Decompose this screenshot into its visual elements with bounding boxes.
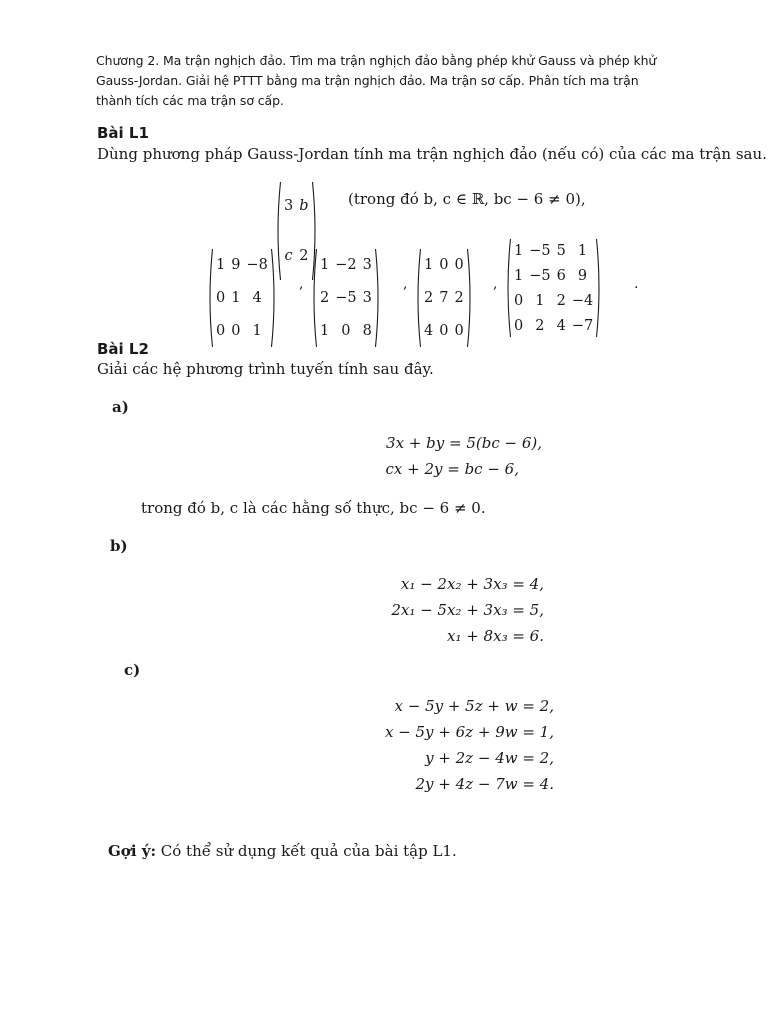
- matrix-row: [281, 181, 312, 231]
- matrix-cell: 0: [439, 323, 449, 340]
- matrix-cell: 5: [556, 242, 566, 259]
- right-paren: [596, 238, 602, 338]
- matrix-cell: −5: [529, 267, 551, 284]
- matrix-entries: [511, 238, 596, 338]
- part-b-label: b): [110, 537, 128, 555]
- matrix-entries: [281, 181, 312, 281]
- matrix-cell: 2: [320, 289, 330, 306]
- system-b-eq-3: x₁ + 8x₃ = 6.: [446, 627, 544, 645]
- matrix-cell: 3: [362, 289, 372, 306]
- matrix-cell: 2: [454, 289, 464, 306]
- matrix-separator-2: ,: [403, 276, 408, 292]
- matrix-row: [317, 281, 375, 314]
- section-title-l1: Bài L1: [97, 124, 149, 142]
- matrix-cell: 0: [454, 323, 464, 340]
- matrix-row: [421, 248, 467, 281]
- matrix-row: [213, 248, 271, 281]
- matrix-cell: 0: [439, 256, 449, 273]
- l1-statement: Dùng phương pháp Gauss-Jordan tính ma trận nghịch đảo (nếu có) của các ma trận sau.: [97, 145, 767, 163]
- hint-text: Có thể sử dụng kết quả của bài tập L1.: [160, 842, 457, 860]
- system-c-eq-3: y + 2z − 4w = 2,: [425, 749, 554, 767]
- matrix-cell: b: [299, 198, 309, 214]
- matrix-cell: 6: [556, 267, 566, 284]
- matrix-4: [505, 238, 602, 338]
- matrix-row: [421, 281, 467, 314]
- system-a-eq-2: cx + 2y = bc − 6,: [385, 460, 519, 478]
- matrix-3: [415, 248, 473, 348]
- matrix-cell: 0: [454, 256, 464, 273]
- matrix-cell: 7: [439, 289, 449, 306]
- matrix-cell: 1: [231, 289, 241, 306]
- system-b-eq-2: 2x₁ − 5x₂ + 3x₃ = 5,: [391, 601, 544, 619]
- matrix-row: [281, 231, 312, 281]
- matrix-entries: [421, 248, 467, 348]
- matrix-separator-3: ,: [493, 276, 498, 292]
- l2-statement: Giải các hệ phương trình tuyến tính sau đây.: [97, 360, 434, 378]
- matrix-cell: 9: [577, 267, 588, 284]
- matrix-row: [511, 288, 596, 313]
- system-b-eq-1: x₁ − 2x₂ + 3x₃ = 4,: [400, 575, 544, 593]
- matrix-cell: 0: [514, 317, 524, 334]
- matrix-cell: 1: [320, 323, 330, 340]
- matrix-entries: [317, 248, 375, 348]
- matrix-cell: c: [284, 248, 293, 264]
- chapter-header-line-2: Gauss-Jordan. Giải hệ PTTT bằng ma trận nghịch đảo. Ma trận sơ cấp. Phân tích ma trận: [96, 73, 639, 88]
- chapter-header-line-3: thành tích các ma trận sơ cấp.: [96, 93, 284, 108]
- matrix-cell: 9: [231, 256, 241, 273]
- matrix-cell: 1: [514, 242, 524, 259]
- matrix-cell: 0: [216, 323, 226, 340]
- matrix-1: [207, 248, 277, 348]
- system-a-eq-1: 3x + by = 5(bc − 6),: [386, 434, 542, 452]
- matrix-cell: 2: [424, 289, 434, 306]
- matrix-cell: 1: [424, 256, 434, 273]
- matrix-cell: 0: [231, 323, 241, 340]
- matrix-cell: 2: [299, 248, 309, 264]
- part-c-label: c): [124, 661, 141, 679]
- matrix-row: [213, 315, 271, 348]
- chapter-header-line-1: Chương 2. Ma trận nghịch đảo. Tìm ma trận nghịch đảo bằng phép khử Gauss và phép khử: [96, 53, 657, 68]
- system-c-eq-2: x − 5y + 6z + 9w = 1,: [384, 723, 554, 741]
- matrix-cell: 3: [362, 256, 372, 273]
- matrix-cell: −5: [529, 242, 551, 259]
- hint: [108, 842, 457, 860]
- right-paren: [271, 248, 277, 348]
- matrix-entries: [213, 248, 271, 348]
- matrix-row: [511, 313, 596, 338]
- matrix-cell: 8: [362, 323, 372, 340]
- matrix-cell: 3: [284, 198, 294, 214]
- matrix-cell: 4: [424, 323, 434, 340]
- matrix-row: [317, 248, 375, 281]
- l1-condition: (trong đó b, c ∈ ℝ, bc − 6 ≠ 0),: [348, 190, 586, 208]
- matrix-row: [511, 238, 596, 263]
- matrix-cell: −5: [335, 289, 357, 306]
- matrix-row: [511, 263, 596, 288]
- system-a-note: trong đó b, c là các hằng số thực, bc − 6 ≠ 0.: [141, 499, 486, 517]
- matrix-cell: −7: [571, 317, 594, 334]
- hint-label: Gợi ý:: [108, 842, 156, 860]
- right-paren: [375, 248, 381, 348]
- matrix-cell: 0: [216, 289, 226, 306]
- matrix-cell: 0: [514, 292, 524, 309]
- section-title-l2: Bài L2: [97, 340, 149, 358]
- matrix-cell: 1: [252, 323, 262, 340]
- matrix-terminator: .: [634, 276, 639, 292]
- part-a-label: a): [112, 398, 129, 416]
- matrix-row: [317, 315, 375, 348]
- matrix-cell: 1: [577, 242, 588, 259]
- matrix-cell: −4: [571, 292, 594, 309]
- matrix-cell: −2: [335, 256, 357, 273]
- matrix-cell: 0: [341, 323, 351, 340]
- matrix-2: [311, 248, 381, 348]
- matrix-cell: 1: [514, 267, 524, 284]
- matrix-cell: 1: [320, 256, 330, 273]
- matrix-cell: 2: [556, 292, 566, 309]
- matrix-cell: −8: [246, 256, 268, 273]
- matrix-row: [421, 315, 467, 348]
- matrix-cell: 1: [216, 256, 226, 273]
- system-c-eq-1: x − 5y + 5z + w = 2,: [394, 697, 554, 715]
- right-paren: [467, 248, 473, 348]
- system-c-eq-4: 2y + 4z − 7w = 4.: [415, 775, 554, 793]
- matrix-cell: 4: [252, 289, 262, 306]
- matrix-cell: 2: [535, 317, 545, 334]
- matrix-cell: 4: [556, 317, 566, 334]
- matrix-row: [213, 281, 271, 314]
- matrix-cell: 1: [535, 292, 545, 309]
- matrix-separator-1: ,: [299, 276, 304, 292]
